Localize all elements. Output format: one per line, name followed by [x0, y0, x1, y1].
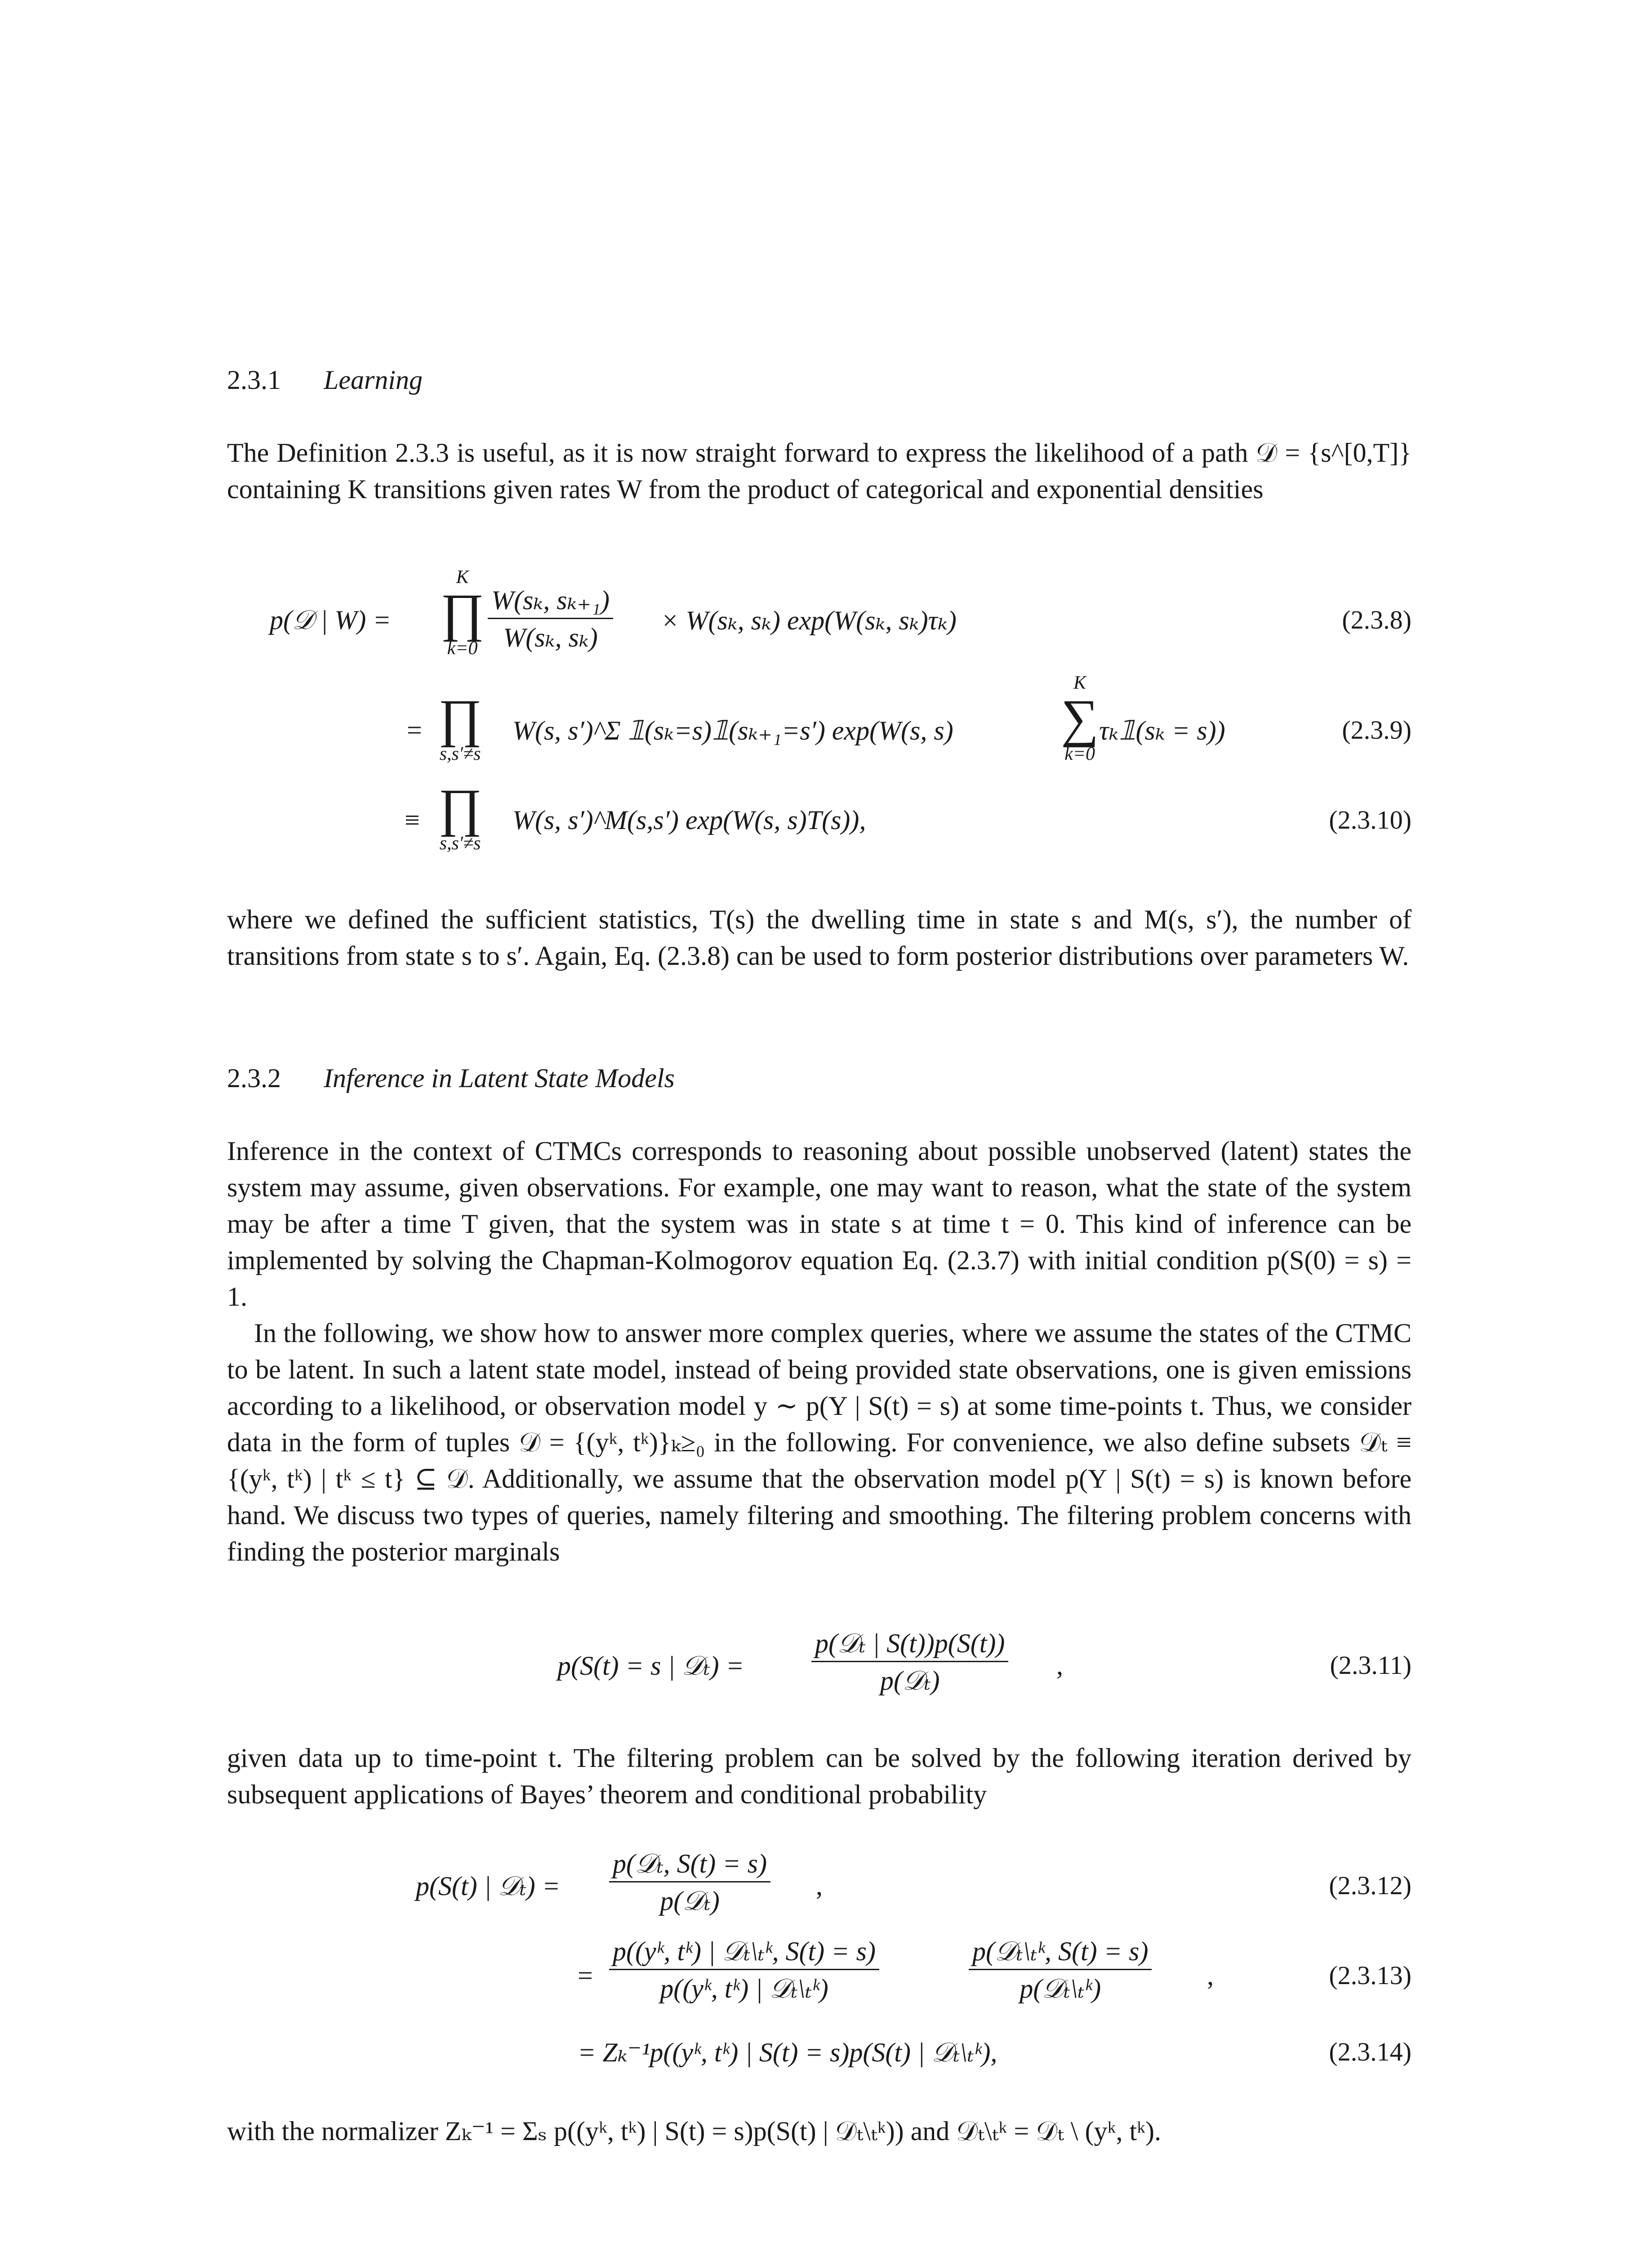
fraction-denominator: p(𝒟ₜ\ₜᵏ)	[1020, 1974, 1101, 2003]
equation-number: (2.3.10)	[1329, 805, 1412, 834]
eq-body: × W(sₖ, sₖ) exp(W(sₖ, sₖ)τₖ)	[661, 606, 957, 635]
equation-2-3-14	[227, 2032, 1412, 2077]
eq-fraction-2	[969, 1936, 1152, 2004]
fraction-numerator: p((yᵏ, tᵏ) | 𝒟ₜ\ₜᵏ, S(t) = s)	[609, 1936, 879, 1970]
eq-lhs: =	[407, 715, 422, 745]
equation-number: (2.3.11)	[1330, 1650, 1412, 1680]
product-operator: ∏ s,s′≠s	[438, 778, 482, 854]
equation-number: (2.3.12)	[1329, 1871, 1412, 1900]
equation-number: (2.3.8)	[1342, 605, 1412, 634]
equation-2-3-11	[227, 1628, 1412, 1704]
fraction-numerator: W(sₖ, sₖ₊₁)	[488, 584, 613, 619]
fraction-numerator: p(𝒟ₜ\ₜᵏ, S(t) = s)	[969, 1936, 1152, 1970]
fraction-numerator: p(𝒟ₜ | S(t))p(S(t))	[811, 1628, 1008, 1662]
fraction-denominator: p((yᵏ, tᵏ) | 𝒟ₜ\ₜᵏ)	[660, 1974, 828, 2003]
paragraph-filtering-iteration: given data up to time-point t. The filtering problem can be solved by the following iteration derived by subsequent applications of Bayes’ theorem and conditional probability	[227, 1743, 1412, 1809]
sum-operator: K ∑ k=0	[1061, 673, 1099, 764]
eq-fraction	[488, 584, 613, 653]
eq-lhs: ≡	[405, 805, 420, 835]
equation-number: (2.3.14)	[1329, 2037, 1412, 2066]
section-heading-inference	[227, 1060, 675, 1096]
paragraph-latent-state-model: In the following, we show how to answer more complex queries, where we assume the states of the CTMC to be latent. In such a latent state model, instead of being provided state observations, one is given emissions according to a likelihood, or observation model y ∼ p(Y | S(t) = s) at some time-points t. Thus, we consider data in the form of tuples 𝒟 = {(yᵏ, tᵏ)}ₖ≥₀ in the following. For convenience, we also define subsets 𝒟ₜ ≡ {(yᵏ, tᵏ) | tᵏ ≤ t} ⊆ 𝒟. Additionally, we assume that the observation model p(Y | S(t) = s) is known before hand. We discuss two types of queries, namely filtering and smoothing. The filtering problem concerns with finding the posterior marginals	[227, 1318, 1412, 1566]
eq-lhs: p(S(t) | 𝒟ₜ) =	[416, 1871, 561, 1901]
equation-number: (2.3.9)	[1342, 715, 1412, 745]
eq-fraction-1	[609, 1936, 879, 2004]
fraction-denominator: p(𝒟ₜ)	[880, 1666, 940, 1695]
product-operator: K ∏ k=0	[441, 567, 485, 659]
section-number: 2.3.2	[227, 1063, 281, 1093]
equation-2-3-9	[227, 672, 1412, 785]
fraction-denominator: p(𝒟ₜ)	[660, 1886, 720, 1916]
eq-body-b: τₖ𝟙(sₖ = s))	[1099, 716, 1225, 745]
eq-body: = Zₖ⁻¹p((yᵏ, tᵏ) | S(t) = s)p(S(t) | 𝒟ₜ\ₜᵏ),	[578, 2038, 997, 2067]
eq-tail: ,	[816, 1871, 823, 1900]
eq-lhs: p(𝒟 | W) =	[270, 605, 391, 635]
eq-lhs: p(S(t) = s | 𝒟ₜ) =	[557, 1651, 744, 1681]
fraction-denominator: W(sₖ, sₖ)	[503, 623, 598, 652]
eq-body-a: W(s, s′)^Σ 𝟙(sₖ=s)𝟙(sₖ₊₁=s′) exp(W(s, s)	[512, 716, 953, 745]
equation-2-3-8	[227, 566, 1412, 679]
section-heading-learning	[227, 362, 423, 398]
fraction-numerator: p(𝒟ₜ, S(t) = s)	[609, 1848, 770, 1882]
eq-fraction	[811, 1628, 1008, 1696]
paragraph-likelihood-intro: The Definition 2.3.3 is useful, as it is now straight forward to express the likelihood of a path 𝒟 = {s^[0,T]} containing K transitions given rates W from the product of categorical and exponential densities	[227, 438, 1412, 504]
eq-fraction	[609, 1848, 770, 1917]
paragraph-normalizer: with the normalizer Zₖ⁻¹ = Σₛ p((yᵏ, tᵏ) | S(t) = s)p(S(t) | 𝒟ₜ\ₜᵏ)) and 𝒟ₜ\ₜᵏ = 𝒟ₜ \ (yᵏ, tᵏ).	[227, 2116, 1162, 2146]
section-title: Inference in Latent State Models	[324, 1063, 675, 1093]
paragraph-sufficient-statistics: where we defined the sufficient statistics, T(s) the dwelling time in state s and M(s, s′), the number of transitions from state s to s′. Again, Eq. (2.3.8) can be used to form posterior distributions over parameters W.	[227, 905, 1412, 971]
eq-tail: ,	[1207, 1961, 1214, 1990]
section-number: 2.3.1	[227, 365, 281, 395]
section-title: Learning	[324, 365, 423, 395]
equation-2-3-12	[227, 1848, 1412, 1924]
eq-body: W(s, s′)^M(s,s′) exp(W(s, s)T(s)),	[512, 805, 866, 835]
eq-tail: ,	[1056, 1650, 1063, 1680]
equation-number: (2.3.13)	[1329, 1961, 1412, 1990]
equation-2-3-10	[227, 778, 1412, 872]
paragraph-inference-intro: Inference in the context of CTMCs corresponds to reasoning about possible unobserved (latent) states the system may assume, given observations. For example, one may want to reason, what the state of the system may be after a time T given, that the system was in state s at time t = 0. This kind of inference can be implemented by solving the Chapman-Kolmogorov equation Eq. (2.3.7) with initial condition p(S(0) = s) = 1.	[227, 1136, 1412, 1311]
product-operator: ∏ s,s′≠s	[438, 689, 482, 764]
eq-lhs: =	[578, 1961, 593, 1990]
equation-2-3-13	[227, 1936, 1412, 2016]
